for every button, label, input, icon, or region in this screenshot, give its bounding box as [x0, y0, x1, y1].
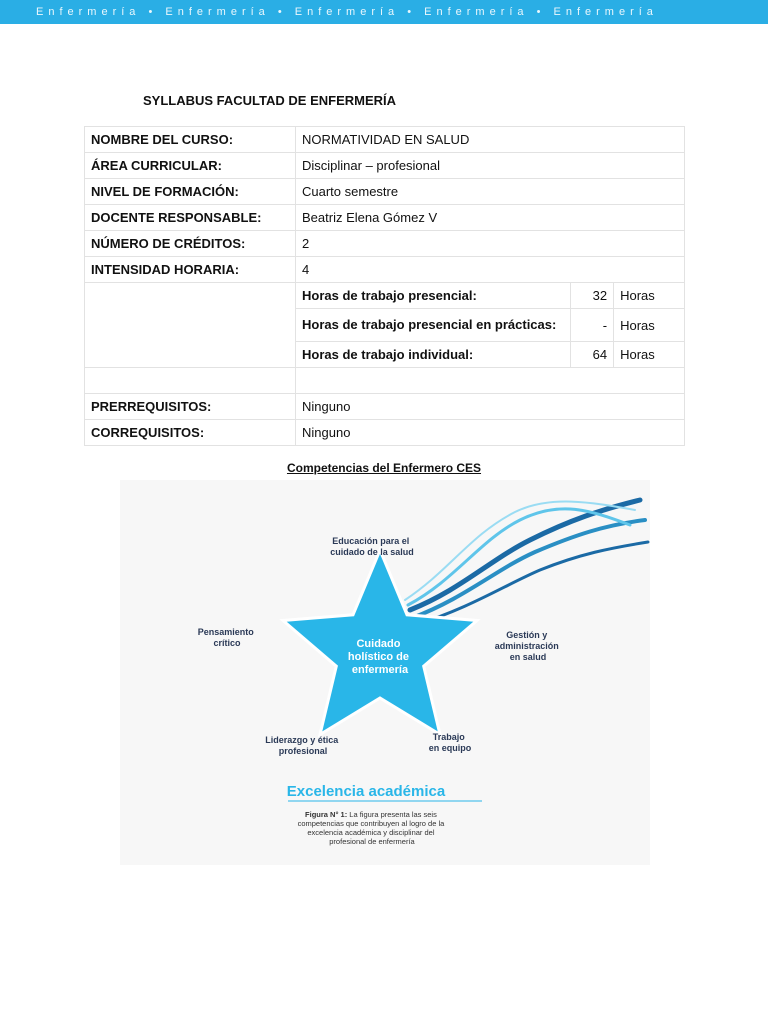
competency-line: profesional	[278, 746, 328, 756]
table-row	[85, 127, 685, 153]
header-band: Enfermería • Enfermería • Enfermería • Enfermería • Enfermería	[0, 0, 768, 24]
figure-note-line: competencias que contribuyen al logro de la	[297, 819, 445, 828]
competency-bottom-left	[265, 735, 341, 756]
work-hours-cell	[296, 283, 685, 368]
area-value: Disciplinar – profesional	[296, 153, 685, 179]
competency-line: Educación para el	[332, 536, 410, 546]
competency-line: administración	[494, 641, 559, 651]
work-hours-row	[296, 342, 684, 368]
competency-top	[330, 536, 414, 557]
empty-cell	[85, 368, 296, 394]
table-row	[85, 153, 685, 179]
work-hours-label: Horas de trabajo individual:	[302, 347, 474, 362]
work-hours-value: 32	[570, 283, 614, 309]
competency-line: Liderazgo y ética	[265, 735, 339, 745]
figure-note	[298, 810, 447, 846]
competency-line: crítico	[213, 638, 241, 648]
star-center-line: enfermería	[351, 664, 409, 676]
figure-note-line: La figura presenta las seis	[349, 810, 437, 819]
figure-note-line: profesional de enfermería	[329, 837, 415, 846]
excellence-label: Excelencia académica	[286, 783, 446, 800]
figure-note-line: excelencia académica y disciplinar del	[307, 828, 435, 837]
table-row	[85, 394, 685, 420]
competency-line: en equipo	[428, 743, 472, 753]
table-row	[85, 368, 685, 394]
hours-value: 4	[296, 257, 685, 283]
credits-label: NÚMERO DE CRÉDITOS:	[85, 231, 296, 257]
syllabus-table	[84, 126, 685, 446]
level-label: NIVEL DE FORMACIÓN:	[85, 179, 296, 205]
table-row	[85, 231, 685, 257]
coreq-label: CORREQUISITOS:	[85, 420, 296, 446]
course-name-label: NOMBRE DEL CURSO:	[85, 127, 296, 153]
competency-left	[198, 627, 257, 648]
work-hours-table	[296, 283, 684, 367]
competency-line: Gestión y	[506, 630, 548, 640]
hours-label: INTENSIDAD HORARIA:	[85, 257, 296, 283]
prereq-value: Ninguno	[296, 394, 685, 420]
wave-decoration	[405, 500, 648, 625]
figure-note-bold: Figura N° 1:	[305, 810, 348, 819]
work-hours-value: -	[570, 309, 614, 342]
course-name-value: NORMATIVIDAD EN SALUD	[296, 127, 685, 153]
table-row	[85, 257, 685, 283]
competency-line: en salud	[509, 652, 547, 662]
star-center-label	[348, 638, 412, 676]
credits-value: 2	[296, 231, 685, 257]
teacher-label: DOCENTE RESPONSABLE:	[85, 205, 296, 231]
competency-line: cuidado de la salud	[330, 547, 414, 557]
competencies-diagram	[120, 480, 650, 865]
work-hours-unit: Horas	[614, 309, 684, 342]
level-value: Cuarto semestre	[296, 179, 685, 205]
competency-line: Trabajo	[432, 732, 465, 742]
figure-caption: Competencias del Enfermero CES	[286, 461, 482, 475]
competency-line: Pensamiento	[197, 627, 254, 637]
work-hours-row	[296, 283, 684, 309]
page-title: SYLLABUS FACULTAD DE ENFERMERÍA	[143, 93, 397, 108]
competency-right	[495, 630, 562, 662]
empty-cell	[85, 283, 296, 368]
table-row	[85, 420, 685, 446]
competencies-figure	[120, 480, 650, 865]
work-hours-row	[296, 309, 684, 342]
star-center-line: Cuidado	[356, 638, 401, 650]
work-hours-unit: Horas	[614, 283, 684, 309]
prereq-label: PRERREQUISITOS:	[85, 394, 296, 420]
empty-cell	[296, 368, 685, 394]
table-row	[85, 205, 685, 231]
work-hours-label: Horas de trabajo presencial:	[296, 283, 570, 309]
teacher-value: Beatriz Elena Gómez V	[296, 205, 685, 231]
coreq-value: Ninguno	[296, 420, 685, 446]
table-row	[85, 179, 685, 205]
star-center-line: holístico de	[347, 651, 410, 663]
area-label: ÁREA CURRICULAR:	[85, 153, 296, 179]
work-hours-label: Horas de trabajo presencial en prácticas:	[296, 309, 570, 342]
work-hours-value: 64	[570, 342, 614, 368]
competency-bottom-right	[429, 732, 472, 753]
work-hours-unit: Horas	[620, 347, 655, 362]
table-row	[85, 283, 685, 368]
